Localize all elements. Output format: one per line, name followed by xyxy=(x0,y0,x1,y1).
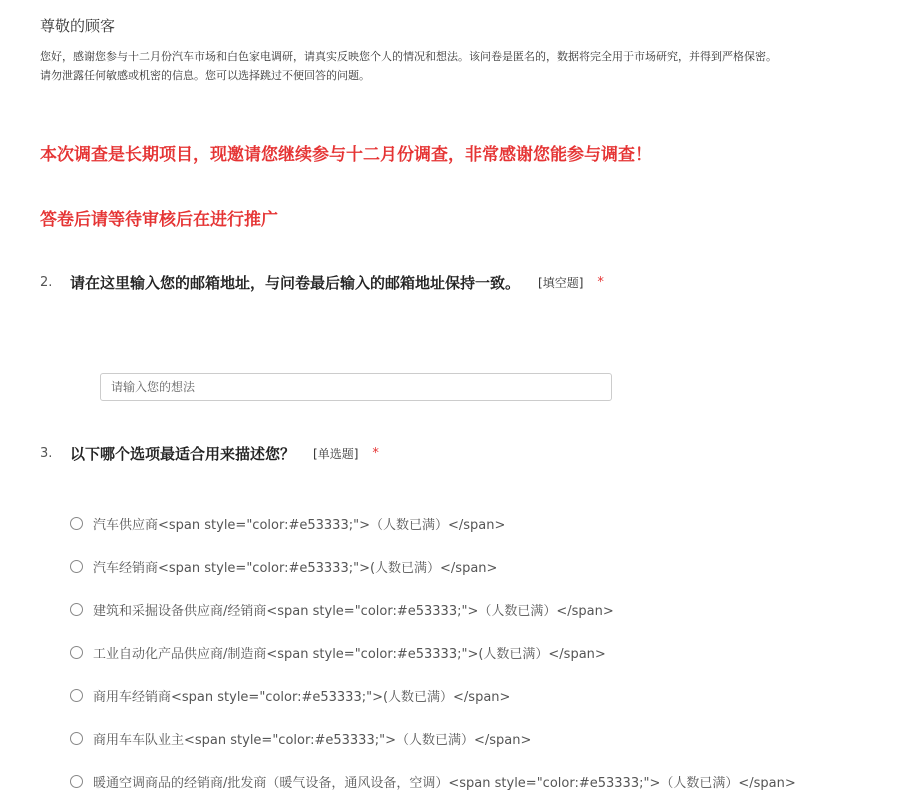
option-label: 暖通空调商品的经销商/批发商（暖气设备，通风设备，空调）<span style="color:#e53333;">（人数已满）</span> xyxy=(93,775,796,791)
survey-intro-text xyxy=(40,47,870,85)
question-number: 2. xyxy=(40,274,53,290)
radio-button[interactable] xyxy=(70,775,83,788)
option-label: 商用车经销商<span style="color:#e53333;">(人数已满）</span> xyxy=(93,689,511,705)
option-label: 商用车车队业主<span style="color:#e53333;">（人数已满）</span> xyxy=(93,732,532,748)
option-label: 工业自动化产品供应商/制造商<span style="color:#e53333;">(人数已满）</span> xyxy=(93,646,606,662)
radio-button[interactable] xyxy=(70,732,83,745)
option-auto-supplier[interactable] xyxy=(70,513,505,533)
email-answer-input[interactable] xyxy=(100,373,612,401)
option-hvac-distributor[interactable] xyxy=(70,771,796,791)
question-self-description xyxy=(40,441,379,465)
option-label: 汽车供应商<span style="color:#e53333;">（人数已满）</span> xyxy=(93,517,506,533)
question-title: 请在这里输入您的邮箱地址，与问卷最后输入的邮箱地址保持一致。 xyxy=(70,273,521,292)
intro-text-line: 请勿泄露任何敏感或机密的信息。您可以选择跳过不便回答的问题。 xyxy=(40,69,370,82)
radio-button[interactable] xyxy=(70,560,83,573)
radio-button[interactable] xyxy=(70,603,83,616)
option-construction-equipment[interactable] xyxy=(70,599,614,619)
option-auto-dealer[interactable] xyxy=(70,556,497,576)
review-notice: 答卷后请等待审核后在进行推广 xyxy=(40,210,278,230)
required-mark: * xyxy=(597,274,604,290)
option-commercial-vehicle-dealer[interactable] xyxy=(70,685,510,705)
question-type-label: [单选题] xyxy=(313,446,359,461)
radio-button[interactable] xyxy=(70,689,83,702)
option-label: 建筑和采掘设备供应商/经销商<span style="color:#e53333;">（人数已满）</span> xyxy=(93,603,614,619)
radio-button[interactable] xyxy=(70,646,83,659)
option-label: 汽车经销商<span style="color:#e53333;">(人数已满）</span> xyxy=(93,560,498,576)
question-number: 3. xyxy=(40,445,53,461)
question-title: 以下哪个选项最适合用来描述您？ xyxy=(70,444,296,463)
question-email xyxy=(40,270,604,294)
radio-button[interactable] xyxy=(70,517,83,530)
long-term-project-notice: 本次调查是长期项目，现邀请您继续参与十二月份调查，非常感谢您能参与调查！ xyxy=(40,145,652,165)
question-type-label: [填空题] xyxy=(538,275,584,290)
option-fleet-owner[interactable] xyxy=(70,728,531,748)
greeting-title: 尊敬的顾客 xyxy=(40,17,116,35)
option-industrial-automation[interactable] xyxy=(70,642,606,662)
required-mark: * xyxy=(372,445,379,461)
intro-text-line: 您好，感谢您参与十二月份汽车市场和白色家电调研，请真实反映您个人的情况和想法。该问卷是匿名的，数据将完全用于市场研究，并得到严格保密。 xyxy=(40,50,777,63)
